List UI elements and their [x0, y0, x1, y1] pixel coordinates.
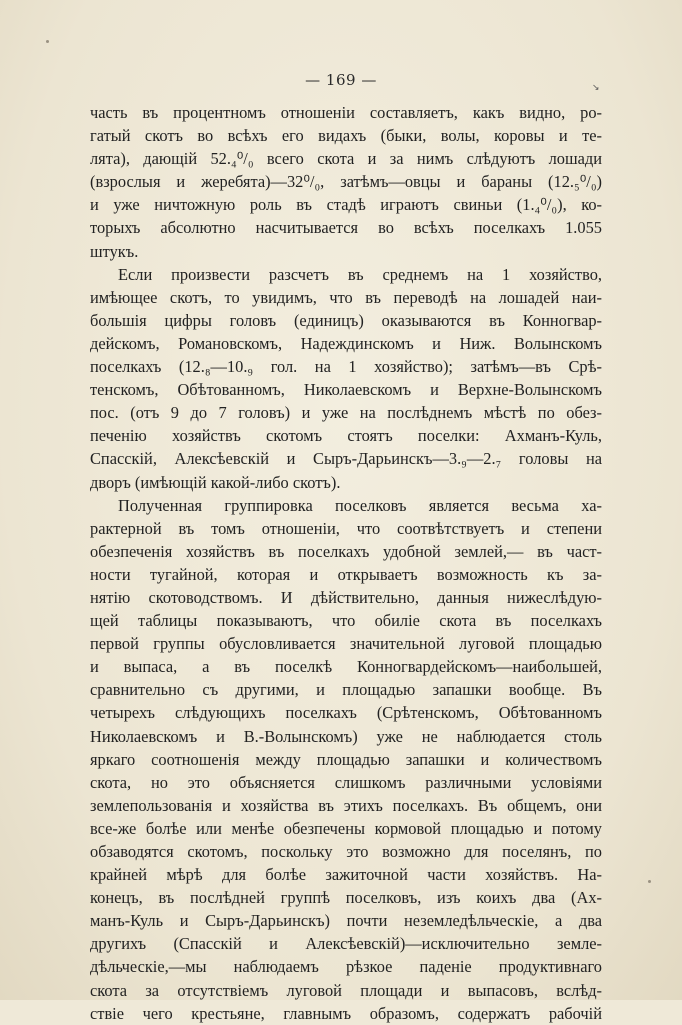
- text-line: рактерной въ томъ отношенiи, что соотвѣтствуетъ и степени: [90, 518, 602, 538]
- paper-speck: [46, 40, 49, 43]
- text-line: сравнительно съ другими, и площадью запашки вообще. Въ: [90, 680, 602, 700]
- text-line: все-же болѣе или менѣе обезпечены кормовой площадью и потому: [90, 818, 602, 838]
- text-line: Полученная группировка поселковъ является весьма ха-: [118, 495, 602, 515]
- text-line: четырехъ слѣдующихъ поселкахъ (Срѣтенскомъ, Обѣтованномъ: [90, 703, 602, 723]
- text-line: скота, но это объясняется слишкомъ различными условiями: [90, 772, 602, 792]
- text-line: гатый скотъ во всѣхъ его видахъ (быки, волы, коровы и те-: [90, 126, 602, 146]
- text-line: пос. (отъ 9 до 7 головъ) и уже на послѣднемъ мѣстѣ по обез-: [90, 403, 602, 423]
- text-line: большiя цифры головъ (единицъ) оказываются въ Конногвар-: [90, 310, 602, 330]
- text-line: обезпеченiя хозяйствъ въ поселкахъ удобной землей,— въ част-: [90, 541, 602, 561]
- paper-speck: [648, 880, 651, 883]
- text-line: лята), дающiй 52.₄⁰/₀ всего скота и за нимъ слѣдуютъ лошади: [90, 149, 602, 169]
- text-line: тенскомъ, Обѣтованномъ, Николаевскомъ и Верхне-Волынскомъ: [90, 380, 602, 400]
- text-line: яркаго соотношенiя между площадью запашки и количествомъ: [90, 749, 602, 769]
- text-line: манъ-Куль и Сыръ-Дарьинскъ) почти неземледѣльческiе, а два: [90, 911, 602, 931]
- text-line: другихъ (Спасскiй и Алексѣевскiй)—исключительно земле-: [90, 934, 602, 954]
- text-line: печенiю хозяйствъ скотомъ стоятъ поселки: Ахманъ-Куль,: [90, 426, 602, 446]
- text-line: щей таблицы показываютъ, что обилiе скота въ поселкахъ: [90, 611, 602, 631]
- body-text: [90, 101, 602, 1025]
- text-line: первой группы обусловливается значительной луговой площадью: [90, 634, 602, 654]
- text-line: торыхъ абсолютно насчитывается во всѣхъ поселкахъ 1.055: [90, 218, 602, 238]
- text-line: (взрослыя и жеребята)—32⁰/₀, затѣмъ—овцы и бараны (12.₅⁰/₀): [90, 172, 602, 192]
- text-line: нятiю скотоводствомъ. И дѣйствительно, данныя нижеслѣдую-: [90, 587, 602, 607]
- text-line: дѣльческiе,—мы наблюдаемъ рѣзкое паденiе продуктивнаго: [90, 957, 602, 977]
- text-line: дейскомъ, Романовскомъ, Надеждинскомъ и Ниж. Волынскомъ: [90, 333, 602, 353]
- text-line: обзаводятся скотомъ, поскольку это возможно для поселянъ, по: [90, 842, 602, 861]
- text-line: Если произвести разсчетъ въ среднемъ на 1 хозяйство,: [118, 264, 602, 284]
- text-line: поселкахъ (12.₈—10.₉ гол. на 1 хозяйство); затѣмъ—въ Срѣ-: [90, 357, 602, 377]
- text-line: дворъ (имѣющiй какой-либо скотъ).: [90, 472, 341, 492]
- corner-mark: ↘: [592, 83, 600, 93]
- text-line: скота за отсутствiемъ луговой площади и выпасовъ, вслѣд-: [90, 980, 602, 1000]
- text-line: часть въ процентномъ отношенiи составляетъ, какъ видно, ро-: [90, 103, 602, 122]
- text-line: Спасскiй, Алексѣевскiй и Сыръ-Дарьинскъ—3.₉—2.₇ головы на: [90, 449, 602, 469]
- text-line: землепользованiя и хозяйства въ этихъ поселкахъ. Въ общемъ, они: [90, 795, 602, 815]
- text-line: и уже ничтожную роль въ стадѣ играютъ свиньи (1.₄⁰/₀), ко-: [90, 195, 602, 215]
- text-line: крайней мѣрѣ для болѣе зажиточной части хозяйствъ. На-: [90, 865, 602, 885]
- text-line: ствiе чего крестьяне, главнымъ образомъ, содержатъ рабочiй: [90, 1003, 602, 1023]
- text-line: Николаевскомъ и В.-Волынскомъ) уже не наблюдается столь: [90, 726, 602, 746]
- text-line: конецъ, въ послѣдней группѣ поселковъ, изъ коихъ два (Ах-: [90, 888, 602, 908]
- text-line: имѣющее скотъ, то увидимъ, что въ переводѣ на лошадей наи-: [90, 287, 602, 307]
- text-line: и выпаса, а въ поселкѣ Конногвардейскомъ—наибольшей,: [90, 657, 602, 677]
- text-line: ности тугайной, которая и открываетъ возможность къ за-: [90, 564, 602, 584]
- text-line: штукъ.: [90, 241, 139, 261]
- page-number: — 169 —: [305, 71, 377, 89]
